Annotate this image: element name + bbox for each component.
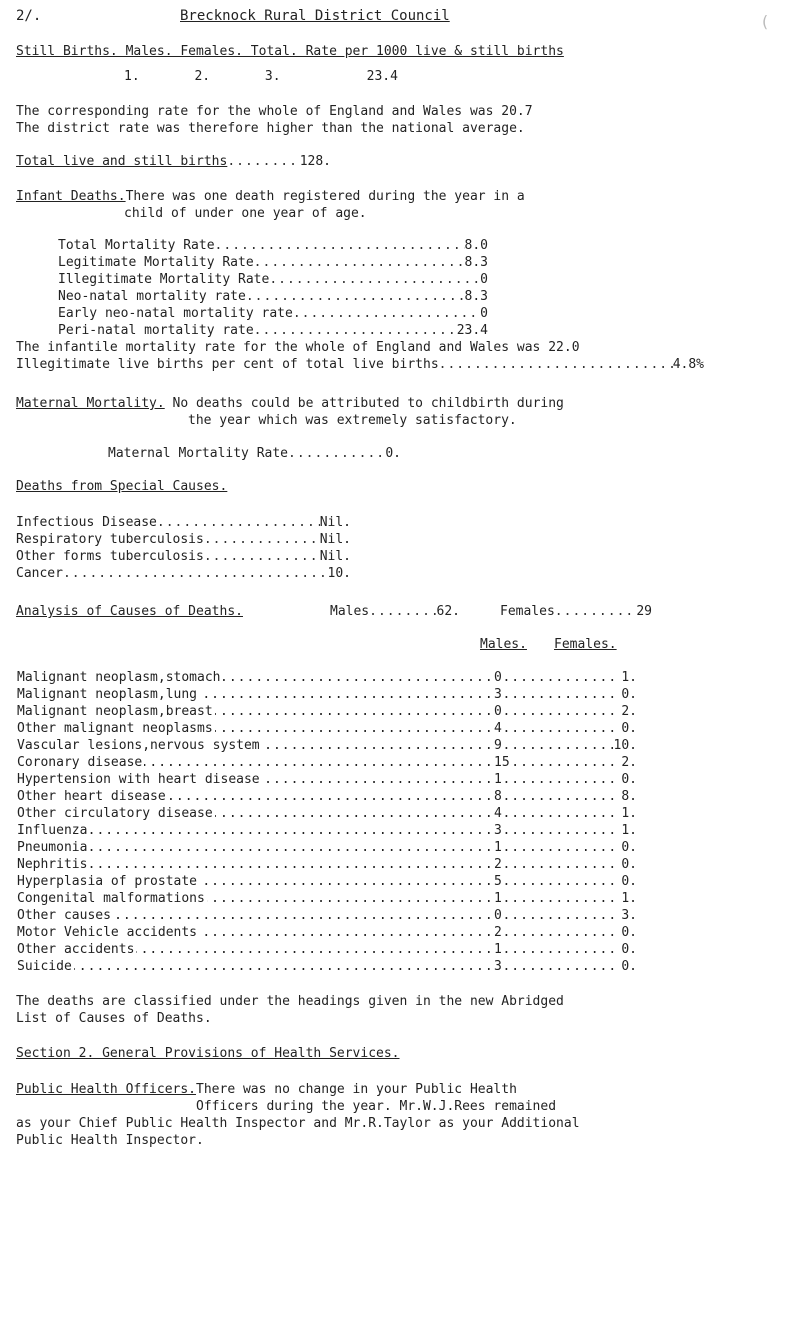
males-total-label: Males (330, 604, 370, 619)
table-row: ..... Other malignant neoplasms 4 0. (17, 721, 637, 737)
pho-text-2: Officers during the year. Mr.W.J.Rees remained (196, 1099, 557, 1114)
rate-row: Illegitimate Mortality Rate ..... 0 (58, 272, 488, 288)
infant-deaths-heading: Infant Deaths. (16, 189, 126, 204)
table-row: ..... Nephritis 2 0. (17, 857, 637, 873)
special-cause-row: Respiratory tuberculosis ..... Nil. (16, 532, 351, 548)
analysis-heading-line (16, 604, 243, 620)
analysis-note-2: List of Causes of Deaths. (16, 1011, 212, 1026)
pho-text-3: as your Chief Public Health Inspector and Mr.R.Taylor as your Additional (16, 1116, 580, 1131)
analysis-note-1: The deaths are classified under the headings given in the new Abridged (16, 994, 564, 1009)
table-row: ..... Other heart disease 8 8. (17, 789, 637, 805)
analysis-heading: Analysis of Causes of Deaths. (16, 604, 243, 619)
table-row: ..... Malignant neoplasm,lung 3 0. (17, 687, 637, 703)
infant-national-rate: The infantile mortality rate for the whole of England and Wales was 22.0 (16, 340, 580, 355)
pho-text-4: Public Health Inspector. (16, 1133, 204, 1148)
maternal-text-2: the year which was extremely satisfactory. (188, 413, 517, 428)
still-births-comparison-1: The corresponding rate for the whole of England and Wales was 20.7 (16, 104, 533, 119)
table-row: ..... Malignant neoplasm,breast 0 2. (17, 704, 637, 720)
pho-heading: Public Health Officers. (16, 1082, 197, 1097)
infant-deaths-text-2: child of under one year of age. (124, 206, 367, 221)
pho-para (16, 1082, 517, 1098)
special-cause-row: Infectious Disease ..... Nil. (16, 515, 351, 531)
table-row: ..... Other circulatory disease 4 1. (17, 806, 637, 822)
males-total-line (330, 604, 460, 620)
table-row: ..... Coronary disease 15 2. (17, 755, 637, 771)
maternal-rate-value: 0. (385, 446, 401, 461)
illegitimate-births-label: Illegitimate live births per cent of total live births (16, 357, 439, 372)
illegitimate-births-line (16, 357, 704, 373)
rate-row: Legitimate Mortality Rate ..... 8.3 (58, 255, 488, 271)
still-births-values: 1. 2. 3. 23.4 (124, 69, 398, 84)
maternal-para (16, 396, 564, 412)
maternal-rate-line (108, 446, 401, 462)
maternal-rate-label: Maternal Mortality Rate (108, 446, 289, 461)
table-row: ..... Congenital malformations 1 1. (17, 891, 637, 907)
rate-row: Peri-natal mortality rate ..... 23.4 (58, 323, 488, 339)
column-females: Females. (554, 637, 617, 652)
table-row: ..... Motor Vehicle accidents 2 0. (17, 925, 637, 941)
rate-row: Early neo-natal mortality rate ..... 0 (58, 306, 488, 322)
table-row: ..... Pneumonia 1 0. (17, 840, 637, 856)
column-males: Males. (480, 637, 527, 652)
females-total-line (500, 604, 652, 620)
table-row: ..... Suicide 3 0. (17, 959, 637, 975)
infant-deaths-para (16, 189, 525, 205)
special-causes-heading: Deaths from Special Causes. (16, 479, 228, 494)
section-2-heading: Section 2. General Provisions of Health Services. (16, 1046, 400, 1061)
pho-text-1: There was no change in your Public Health (196, 1082, 517, 1097)
table-row: ..... Other causes 0 3. (17, 908, 637, 924)
males-total-value: 62. (436, 604, 460, 619)
maternal-heading: Maternal Mortality. (16, 396, 165, 411)
total-births-value: 128. (299, 154, 331, 169)
rate-row: Neo-natal mortality rate ..... 8.3 (58, 289, 488, 305)
total-births-line (16, 154, 331, 170)
table-row: ..... Vascular lesions,nervous system 9 10. (17, 738, 637, 754)
total-births-label: Total live and still births (16, 154, 228, 169)
females-total-value: 29 (636, 604, 652, 619)
still-births-comparison-2: The district rate was therefore higher than the national average. (16, 121, 525, 136)
females-total-label: Females (500, 604, 555, 619)
table-row: ..... Other accidents 1 0. (17, 942, 637, 958)
still-births-heading: Still Births. Males. Females. Total. Rate per 1000 live & still births (16, 44, 564, 59)
special-cause-row: Other forms tuberculosis ..... Nil. (16, 549, 351, 565)
illegitimate-births-value: 4.8% (672, 357, 704, 372)
page-number: 2/. (16, 8, 42, 24)
table-row: ..... Influenza 3 1. (17, 823, 637, 839)
table-row: ..... Hypertension with heart disease 1 0. (17, 772, 637, 788)
corner-mark: ( (760, 12, 770, 31)
infant-deaths-text-1: There was one death registered during the year in a (125, 189, 525, 204)
council-title: Brecknock Rural District Council (180, 8, 450, 24)
table-row: ..... Hyperplasia of prostate 5 0. (17, 874, 637, 890)
maternal-text-1: No deaths could be attributed to childbirth during (164, 396, 564, 411)
table-row: ..... Malignant neoplasm,stomach 0 1. (17, 670, 637, 686)
special-cause-row: Cancer ..... 10. (16, 566, 351, 582)
rate-row: Total Mortality Rate ..... 8.0 (58, 238, 488, 254)
